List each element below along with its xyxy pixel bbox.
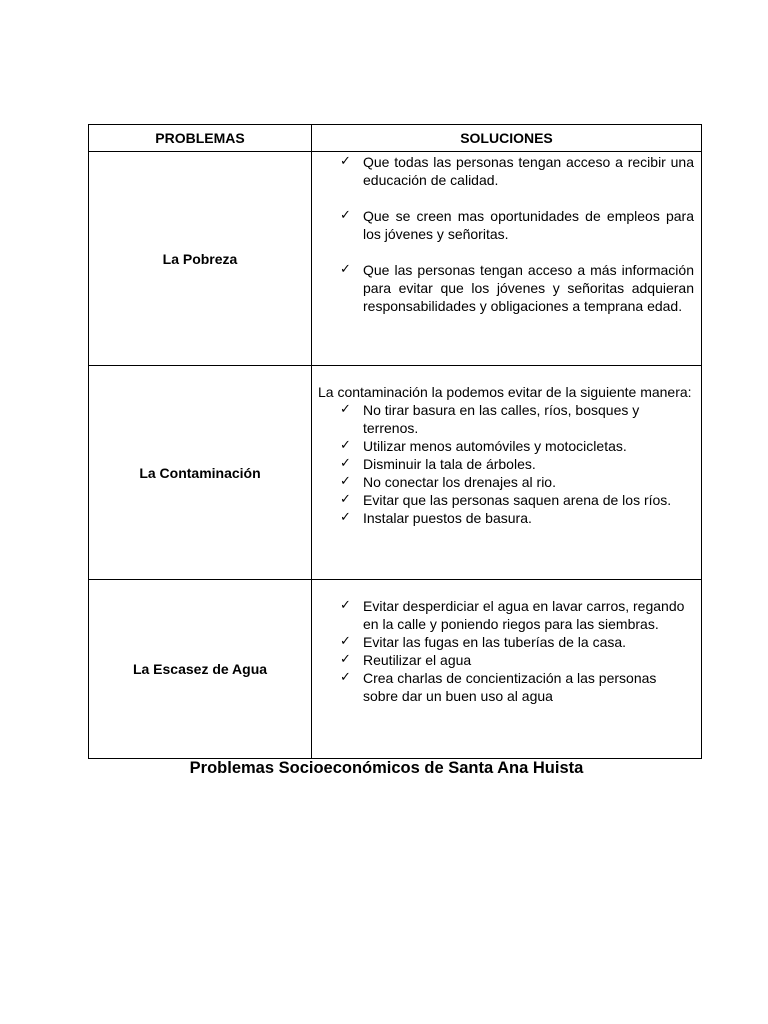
checkmark-icon: ✓ <box>340 510 351 525</box>
solutions-cell <box>312 580 702 759</box>
list-item: ✓ Que todas las personas tengan acceso a recibir una educación de calidad. <box>340 154 694 188</box>
solutions-intro: La contaminación la podemos evitar de la siguiente manera: <box>318 384 692 400</box>
list-item: ✓ No tirar basura en las calles, ríos, bosques y terrenos. <box>340 402 640 436</box>
checkmark-icon: ✓ <box>340 208 351 223</box>
checkmark-icon: ✓ <box>340 474 351 489</box>
checkmark-icon: ✓ <box>340 456 351 471</box>
checkmark-icon: ✓ <box>340 598 351 613</box>
checkmark-icon: ✓ <box>340 652 351 667</box>
header-problems: PROBLEMAS <box>89 125 312 152</box>
list-item: ✓ Crea charlas de concientización a las personas sobre dar un buen uso al agua <box>340 670 657 704</box>
problems-solutions-table <box>88 124 702 759</box>
checkmark-icon: ✓ <box>340 438 351 453</box>
list-item: ✓ Evitar desperdiciar el agua en lavar carros, regando en la calle y poniendo riegos para las siembras. <box>340 598 685 632</box>
list-item: ✓ No conectar los drenajes al rio. <box>340 474 556 490</box>
solutions-cell <box>312 366 702 580</box>
problem-cell: La Escasez de Agua <box>89 580 312 759</box>
list-item: ✓ Que las personas tengan acceso a más información para evitar que los jóvenes y señoritas adquieran responsabilidades y obligaciones a temprana edad. <box>340 262 694 314</box>
checkmark-icon: ✓ <box>340 262 351 277</box>
list-item: ✓ Evitar las fugas en las tuberías de la casa. <box>340 634 627 650</box>
list-item: ✓ Que se creen mas oportunidades de empleos para los jóvenes y señoritas. <box>340 208 694 242</box>
list-item: ✓ Instalar puestos de basura. <box>340 510 532 526</box>
checkmark-icon: ✓ <box>340 670 351 685</box>
table-row <box>89 580 702 759</box>
checkmark-icon: ✓ <box>340 634 351 649</box>
list-item: ✓ Evitar que las personas saquen arena de los ríos. <box>340 492 672 508</box>
checkmark-icon: ✓ <box>340 154 351 169</box>
list-item: ✓ Disminuir la tala de árboles. <box>340 456 536 472</box>
list-item: ✓ Reutilizar el agua <box>340 652 472 668</box>
solutions-list <box>318 597 694 705</box>
checkmark-icon: ✓ <box>340 402 351 417</box>
solutions-list <box>318 401 694 527</box>
table-caption: Problemas Socioeconómicos de Santa Ana Huista <box>189 759 584 777</box>
list-item: ✓ Utilizar menos automóviles y motocicletas. <box>340 438 627 454</box>
table-row <box>89 366 702 580</box>
table-row <box>89 152 702 366</box>
problem-cell: La Contaminación <box>89 366 312 580</box>
problem-cell: La Pobreza <box>89 152 312 366</box>
solutions-cell <box>312 152 702 366</box>
header-solutions: SOLUCIONES <box>312 125 702 152</box>
table-header-row <box>89 125 702 152</box>
solutions-list <box>318 153 694 315</box>
checkmark-icon: ✓ <box>340 492 351 507</box>
